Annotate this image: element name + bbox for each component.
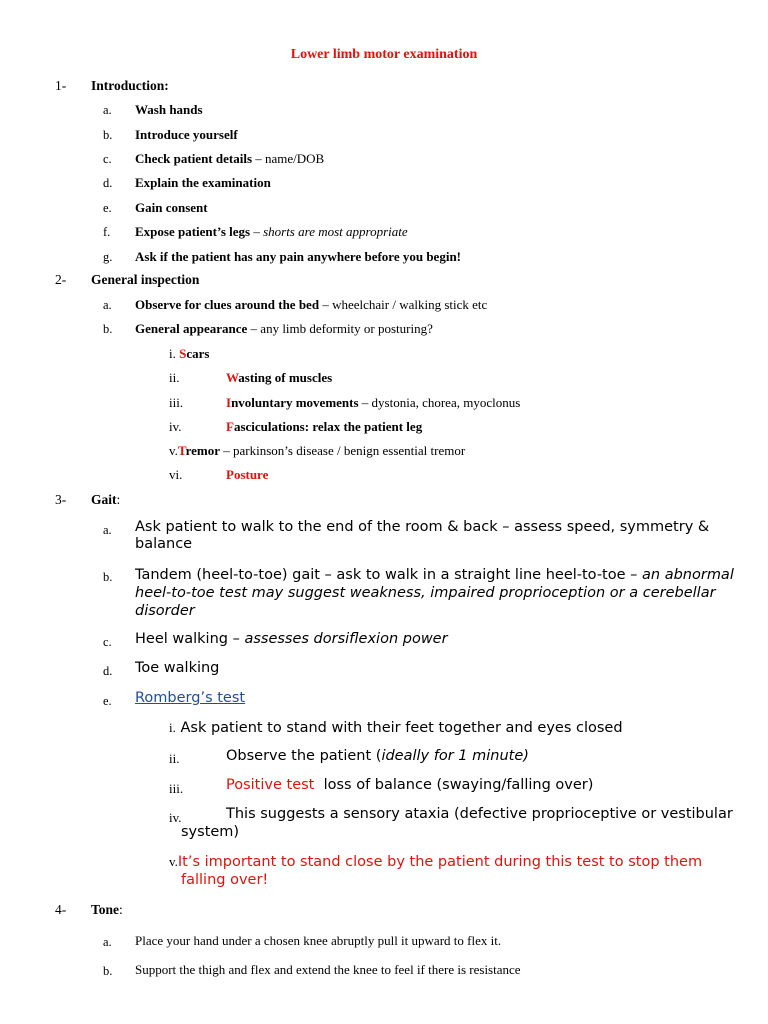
sub-bold: asting of muscles: [238, 370, 333, 385]
sub-item-stand: [169, 720, 623, 736]
roman-numeral: i.: [169, 720, 176, 735]
section-heading-tone: [91, 902, 123, 918]
item-general-appearance: [135, 321, 433, 337]
sub-item-stand-close: [169, 854, 702, 870]
item-bold: Observe for clues around the bed: [135, 297, 320, 312]
item-ask-pain: [135, 249, 461, 265]
item-rest: – wheelchair / walking stick etc: [319, 297, 488, 312]
item-line: Ask patient to walk to the end of the room & back – assess speed, symmetry &: [135, 519, 710, 535]
item-italic: shorts are most appropriate: [263, 224, 408, 239]
sub-item-involuntary: [226, 395, 520, 411]
item-bold: Explain the examination: [135, 175, 271, 190]
rombergs-test-link[interactable]: Romberg’s test: [135, 690, 246, 706]
sub-text: Ask patient to stand with their feet together and eyes closed: [180, 720, 623, 736]
section-heading-general-inspection: General inspection: [91, 272, 200, 287]
item-italic-line: heel-to-toe test may suggest weakness, impaired proprioception or a cerebellar: [135, 585, 716, 601]
item-italic: an abnormal: [642, 567, 734, 583]
roman-numeral: ii.: [169, 370, 180, 385]
sub-rest: – parkinson’s disease / benign essential tremor: [220, 443, 466, 458]
item-bold: Introduce yourself: [135, 127, 238, 142]
item-explain: [135, 175, 271, 191]
roman-numeral: i.: [169, 346, 176, 361]
sub-bold: nvoluntary movements: [231, 395, 359, 410]
roman-numeral: iii.: [169, 395, 184, 410]
section-number: 1-: [55, 78, 67, 93]
item-bold: Gain consent: [135, 200, 208, 215]
item-letter: c.: [103, 152, 112, 166]
item-walk: [135, 519, 709, 552]
item-letter: a.: [103, 103, 112, 117]
heading-suffix: :: [119, 902, 123, 917]
item-letter: e.: [103, 694, 112, 708]
sub-rest: – dystonia, chorea, myoclonus: [358, 395, 521, 410]
item-letter: g.: [103, 250, 113, 264]
item-heel-walking: [135, 631, 448, 647]
sub-item-wasting: [226, 370, 332, 386]
item-toe-walking: Toe walking: [135, 660, 220, 676]
sub-item-stand-close-cont: falling over!: [181, 872, 269, 888]
item-italic: assesses dorsiflexion power: [244, 631, 448, 647]
sub-item-sensory-ataxia-cont: system): [181, 824, 240, 840]
item-letter: a.: [103, 298, 112, 312]
roman-numeral: v.: [169, 854, 178, 869]
item-letter: c.: [103, 635, 112, 649]
roman-numeral: ii.: [169, 751, 180, 766]
section-heading-gait: [91, 492, 120, 508]
initial-letter: F: [226, 419, 234, 434]
item-letter: e.: [103, 201, 112, 215]
initial-letter: T: [177, 443, 186, 458]
sub-bold: remor: [185, 443, 221, 458]
item-check-details: [135, 151, 324, 167]
sub-item-posture: [226, 467, 268, 483]
heading-suffix: :: [116, 492, 121, 507]
section-number: 2-: [55, 272, 67, 287]
sub-item-tremor: [169, 443, 465, 459]
sub-red: It’s important to stand close by the patient during this test to stop them: [177, 854, 703, 870]
document-title: Lower limb motor examination: [290, 47, 478, 62]
sub-item-sensory-ataxia: This suggests a sensory ataxia (defective proprioceptive or vestibular: [226, 806, 733, 822]
item-letter: b.: [103, 570, 113, 584]
item-letter: a.: [103, 935, 112, 949]
heading-text: Gait: [91, 492, 117, 507]
sub-text: Observe the patient (: [226, 748, 382, 764]
item-plain: Heel walking –: [135, 631, 245, 647]
item-place-hand: Place your hand under a chosen knee abruptly pull it upward to flex it.: [135, 933, 502, 948]
item-expose-legs: [135, 224, 408, 240]
initial-letter: I: [226, 395, 232, 410]
item-letter: d.: [103, 176, 113, 190]
item-bold: Wash hands: [135, 102, 203, 117]
item-consent: [135, 200, 208, 216]
item-introduce-yourself: [135, 127, 238, 143]
item-bold: General appearance: [135, 321, 248, 336]
sub-bold: asciculations: relax the patient leg: [233, 419, 423, 434]
item-bold: Check patient details: [135, 151, 252, 166]
sub-italic: ideally for 1 minute): [381, 748, 529, 764]
sub-redbold: Posture: [226, 467, 269, 482]
item-support-thigh: Support the thigh and flex and extend the knee to feel if there is resistance: [135, 962, 521, 977]
item-letter: a.: [103, 523, 112, 537]
item-letter: b.: [103, 964, 113, 978]
roman-numeral: vi.: [169, 467, 183, 482]
sub-red: Positive test: [226, 777, 315, 793]
sub-item-positive-test: [226, 777, 593, 793]
sub-text: loss of balance (swaying/falling over): [314, 777, 594, 793]
roman-numeral: iv.: [169, 810, 182, 825]
roman-numeral: iii.: [169, 781, 184, 796]
initial-letter: S: [179, 346, 187, 361]
item-tandem: [135, 566, 734, 620]
item-rest: – any limb deformity or posturing?: [247, 321, 433, 336]
section-number: 3-: [55, 492, 67, 507]
item-bold: Expose patient’s legs: [135, 224, 251, 239]
item-letter: b.: [103, 322, 113, 336]
item-letter: d.: [103, 664, 113, 678]
item-wash-hands: [135, 102, 203, 118]
item-clues: [135, 297, 487, 313]
item-letter: b.: [103, 128, 113, 142]
item-rest: – name/DOB: [252, 151, 325, 166]
item-letter: f.: [103, 225, 111, 239]
sub-item-observe: [226, 748, 529, 764]
sub-bold: cars: [186, 346, 210, 361]
roman-numeral: iv.: [169, 419, 182, 434]
sub-item-fasciculations: [226, 419, 422, 435]
section-heading-introduction: Introduction:: [91, 78, 169, 93]
initial-letter: W: [226, 370, 239, 385]
heading-text: Tone: [91, 902, 120, 917]
roman-numeral: v.: [169, 443, 178, 458]
sub-item-scars: [169, 346, 209, 362]
item-line: balance: [135, 536, 193, 552]
item-bold: Ask if the patient has any pain anywhere before you begin!: [135, 249, 461, 264]
section-number: 4-: [55, 902, 67, 917]
item-italic-line: disorder: [135, 603, 195, 619]
item-rest: –: [250, 224, 264, 239]
item-plain: Tandem (heel-to-toe) gait – ask to walk in a straight line heel-to-toe –: [135, 567, 643, 583]
